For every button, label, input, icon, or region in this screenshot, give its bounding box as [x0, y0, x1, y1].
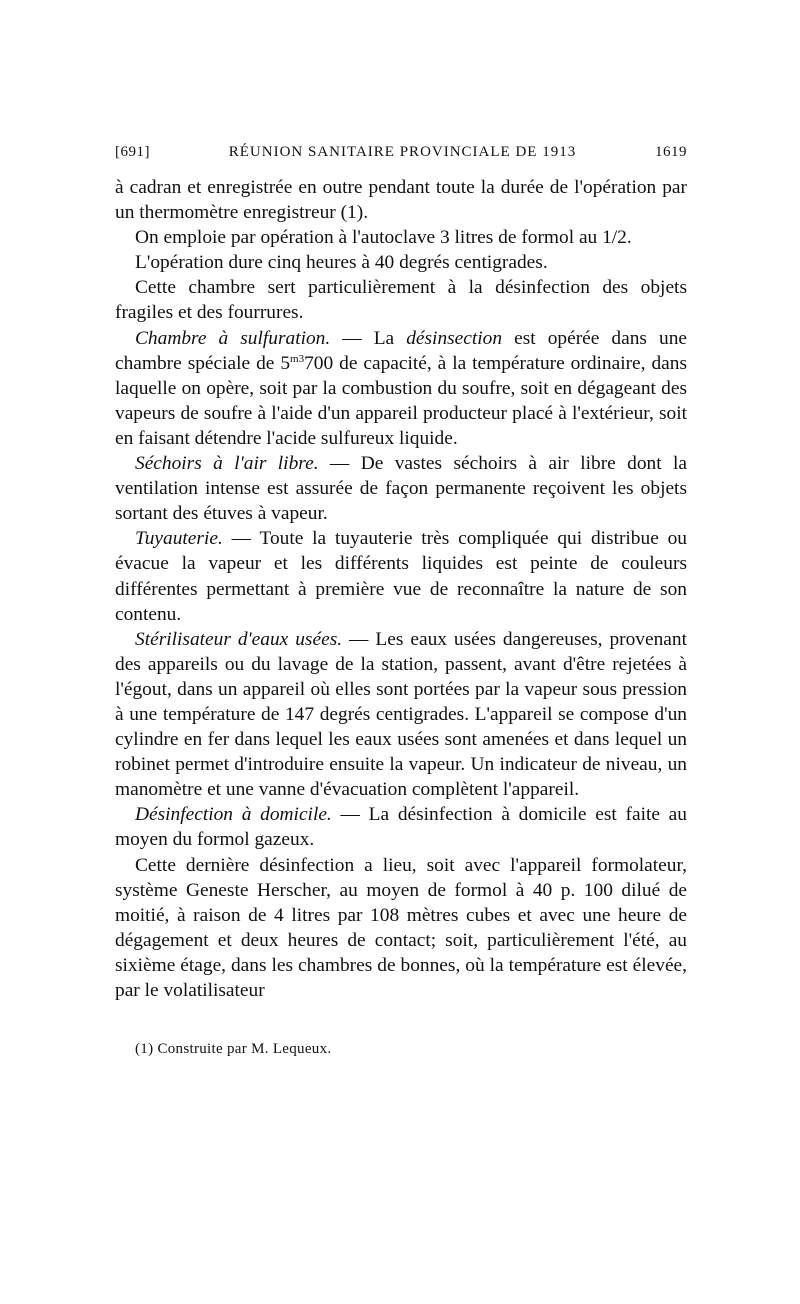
section-heading: Chambre à sulfuration. [135, 327, 331, 349]
paragraph: à cadran et enregistrée en outre pendant toute la durée de l'opération par un thermomètre enregistreur (1). [115, 177, 687, 224]
section-heading: Désinfection à domicile. [135, 804, 332, 826]
paragraph: Désinfection à domicile. — La désinfection à domicile est faite au moyen du formol gazeux. [115, 804, 687, 851]
section-heading: Tuyauterie. [135, 528, 223, 550]
section-heading: Séchoirs à l'air libre. [135, 453, 319, 475]
document-page [115, 144, 687, 1059]
running-header [115, 144, 687, 161]
page-bracket-number: [691] [115, 144, 150, 160]
superscript: m3 [290, 352, 305, 365]
section-heading: Stérilisateur d'eaux usées. [135, 628, 343, 650]
footnote: (1) Construite par M. Lequeux. [135, 1041, 332, 1058]
paragraph: On emploie par opération à l'autoclave 3 litres de formol au 1/2. [135, 227, 632, 249]
paragraph: Cette chambre sert particulièrement à la désinfection des objets fragiles et des fourrures. [115, 277, 687, 324]
page-number: 1619 [654, 144, 687, 160]
emphasis: désinsection [406, 327, 503, 349]
paragraph: Séchoirs à l'air libre. — De vastes séchoirs à air libre dont la ventilation intense est assurée de façon permanente reçoivent les objets sortant des étuves à vapeur. [115, 453, 687, 525]
paragraph: L'opération dure cinq heures à 40 degrés centigrades. [135, 252, 548, 274]
paragraph: Tuyauterie. — Toute la tuyauterie très compliquée qui distribue ou évacue la vapeur et les différents liquides est peinte de couleurs différentes permettant à première vue de reconnaître la nature de son contenu. [115, 528, 687, 625]
paragraph: Stérilisateur d'eaux usées. — Les eaux usées dangereuses, provenant des appareils ou du lavage de la station, passent, avant d'être rejetées à l'égout, dans un appareil où elles sont portées par la vapeur sous pression à une température de 147 degrés centigrades. L'appareil se compose d'un cylindre en fer dans lequel les eaux usées sont amenées et dans lequel un robinet permet d'introduire ensuite la vapeur. Un indicateur de niveau, un manomètre et une vanne d'évacuation complètent l'appareil. [115, 628, 687, 801]
body-text [115, 175, 687, 1003]
paragraph: Cette dernière désinfection a lieu, soit avec l'appareil formolateur, système Geneste Herscher, au moyen de formol à 40 p. 100 dilué de moitié, à raison de 4 litres par 108 mètres cubes et avec une heure de dégagement et deux heures de contact; soit, particulièrement l'été, au sixième étage, dans les chambres de bonnes, où la température est élevée, par le volatilisateur [115, 854, 687, 1001]
paragraph: Chambre à sulfuration. — La désinsection est opérée dans une chambre spéciale de $5^{m3}700$ de capacité, à la température ordinaire, dans laquelle on opère, soit par la combustion du soufre, soit en dégageant des vapeurs de soufre à l'aide d'un appareil producteur placé à l'extérieur, soit en faisant détendre l'acide sulfureux liquide. [115, 327, 688, 449]
running-title: RÉUNION SANITAIRE PROVINCIALE DE 1913 [228, 144, 577, 160]
